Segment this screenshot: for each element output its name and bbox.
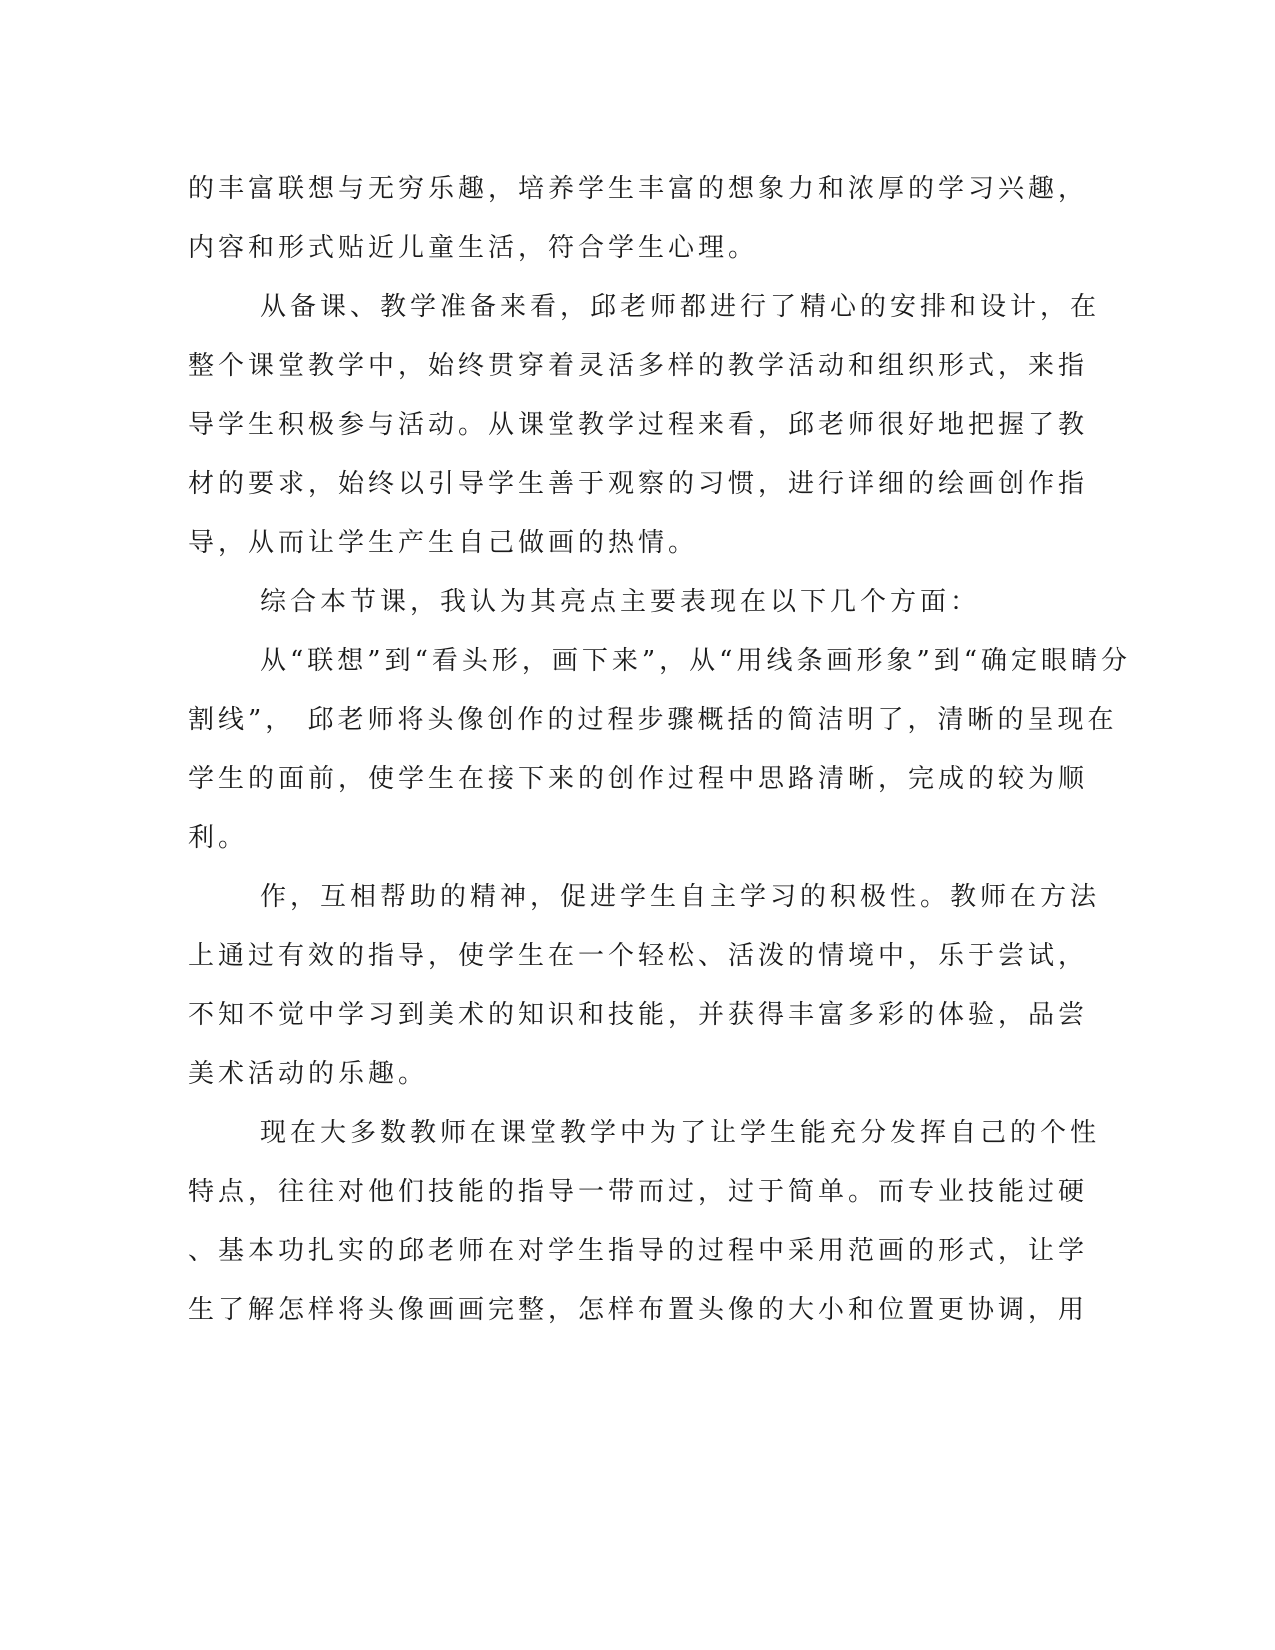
text-line: 特点，往往对他们技能的指导一带而过，过于简单。而专业技能过硬 xyxy=(188,1177,1089,1207)
text-line: 材的要求，始终以引导学生善于观察的习惯，进行详细的绘画创作指 xyxy=(188,469,1089,499)
text-line: 导学生积极参与活动。从课堂教学过程来看，邱老师很好地把握了教 xyxy=(188,410,1089,440)
paragraph-6 xyxy=(188,1104,1101,1340)
text-line: 从“联想”到“看头形，画下来”，从“用线条画形象”到“确定眼睛分 xyxy=(260,646,1132,676)
text-line: 生了解怎样将头像画画完整，怎样布置头像的大小和位置更协调，用 xyxy=(188,1295,1089,1325)
text-line: 割线”， 邱老师将头像创作的过程步骤概括的简洁明了，清晰的呈现在 xyxy=(188,705,1118,735)
paragraph-4 xyxy=(188,632,1132,868)
text-line: 学生的面前，使学生在接下来的创作过程中思路清晰，完成的较为顺 xyxy=(188,764,1089,794)
text-line: 从备课、教学准备来看，邱老师都进行了精心的安排和设计，在 xyxy=(260,292,1101,322)
text-line: 内容和形式贴近儿童生活，符合学生心理。 xyxy=(188,233,759,263)
paragraph-1 xyxy=(188,160,1089,278)
text-line: 上通过有效的指导，使学生在一个轻松、活泼的情境中，乐于尝试， xyxy=(188,941,1089,971)
text-line: 的丰富联想与无穷乐趣，培养学生丰富的想象力和浓厚的学习兴趣， xyxy=(188,174,1089,204)
text-line: 不知不觉中学习到美术的知识和技能，并获得丰富多彩的体验，品尝 xyxy=(188,1000,1089,1030)
text-line: 美术活动的乐趣。 xyxy=(188,1059,429,1089)
text-line: 利。 xyxy=(188,823,249,853)
text-line: 作，互相帮助的精神，促进学生自主学习的积极性。教师在方法 xyxy=(260,882,1101,912)
text-line: 整个课堂教学中，始终贯穿着灵活多样的教学活动和组织形式，来指 xyxy=(188,351,1089,381)
paragraph-5 xyxy=(188,868,1101,1104)
body-text xyxy=(188,160,1132,1340)
text-line: 综合本节课，我认为其亮点主要表现在以下几个方面： xyxy=(260,587,981,617)
text-line: 、基本功扎实的邱老师在对学生指导的过程中采用范画的形式，让学 xyxy=(188,1236,1089,1266)
text-line: 现在大多数教师在课堂教学中为了让学生能充分发挥自己的个性 xyxy=(260,1118,1101,1148)
paragraph-3 xyxy=(188,573,1078,632)
paragraph-2 xyxy=(188,278,1101,573)
text-line: 导，从而让学生产生自己做画的热情。 xyxy=(188,528,699,558)
